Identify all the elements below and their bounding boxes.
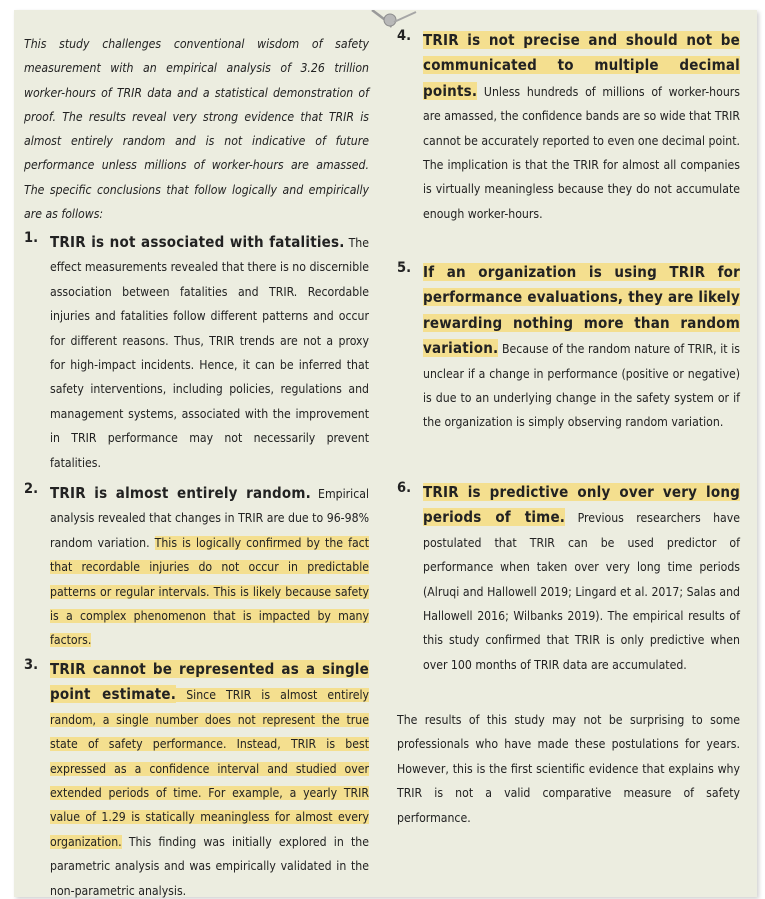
item-body-highlight: This is logically confirmed by the fact that recordable injuries do not occur in predictable patterns or regular intervals. This is likely because safety is a complex phenomenon that is impacted by many factors. (50, 535, 370, 648)
item-heading: TRIR is not precise and should not be communicated to multiple decimal points. (423, 31, 740, 100)
conclusion-item-6 (397, 480, 740, 677)
item-text (423, 28, 740, 226)
item-body: Unless hundreds of millions of worker-hours are amassed, the confidence bands are so wide that TRIR cannot be accurately reported to even one decimal point. The implication is that the TRIR for almost all companies is virtually meaningless because they do not accumulate enough worker-hours. (423, 84, 740, 221)
item-number: 4. (397, 28, 412, 44)
item-heading: TRIR is almost entirely random. (50, 484, 311, 502)
item-text (423, 260, 740, 435)
item-number: 6. (397, 480, 412, 496)
conclusion-item-2 (24, 481, 369, 653)
item-body-highlight: Since TRIR is almost entirely random, a single number does not represent the true state of safety performance. Instead, TRIR is best expressed as a confidence interval and studied over extended periods of time. For example, a yearly TRIR value of 1.29 is statically meaningless for almost every organization. (50, 688, 369, 849)
item-number: 2. (24, 481, 39, 497)
item-body: Previous researchers have postulated that TRIR can be used predictor of performance when taken over very long time periods (Alruqi and Hallowell 2019; Lingard et al. 2017; Salas and Hallowell 2016; Wilbanks 2019). The empirical results of this study confirmed that TRIR is only predictive when over 100 months of TRIR data are accumulated. (423, 511, 740, 672)
item-heading: TRIR cannot be represented as a single point estimate. (50, 660, 369, 704)
conclusion-item-5 (397, 260, 740, 435)
document-card (14, 10, 757, 897)
item-number: 1. (24, 230, 39, 246)
item-number: 3. (24, 657, 39, 673)
item-text (423, 480, 740, 677)
item-heading: If an organization is using TRIR for performance evaluations, they are likely rewarding nothing more than random variation. (423, 263, 740, 358)
item-heading: TRIR is not associated with fatalities. (50, 233, 345, 251)
item-body: The effect measurements revealed that there is no discernible association between fatalities and TRIR. Recordable injuries and fatalities follow different patterns and occur for different reasons. Thus, TRIR trends are not a proxy for high-impact incidents. Hence, it can be inferred that safety interventions, including policies, regulations and management systems, associated with the improvement in TRIR performance may not necessarily prevent fatalities. (50, 236, 369, 470)
item-body: Because of the random nature of TRIR, it is unclear if a change in performance (positive or negative) is due to an underlying change in the safety system or if the organization is simply observing random variation. (423, 342, 740, 430)
conclusion-item-1 (24, 230, 369, 475)
item-text (50, 481, 369, 653)
item-heading: TRIR is predictive only over very long periods of time. (423, 483, 740, 527)
item-body-lead: Empirical analysis revealed that changes in TRIR are due to 96-98% random variation. (50, 487, 369, 550)
closing-paragraph: The results of this study may not be surprising to some professionals who have made these postulations for years. However, this is the first scientific evidence that explains why TRIR is not a valid comparative measure of safety performance. (397, 713, 740, 825)
paperclip-icon (354, 10, 434, 28)
item-text (50, 230, 369, 475)
item-body: This finding was initially explored in the parametric analysis and was empirically validated in the non-parametric analysis. (50, 834, 369, 898)
intro-paragraph: This study challenges conventional wisdom of safety measurement with an empirical analysis of 3.26 trillion worker-hours of TRIR data and a statistical demonstration of proof. The results reveal very strong evidence that TRIR is almost entirely random and is not indicative of future performance unless millions of worker-hours are amassed. The specific conclusions that follow logically and empirically are as follows: (24, 37, 369, 222)
conclusion-item-4 (397, 28, 740, 226)
item-text (50, 657, 369, 899)
conclusion-item-3 (24, 657, 369, 899)
item-number: 5. (397, 260, 412, 276)
